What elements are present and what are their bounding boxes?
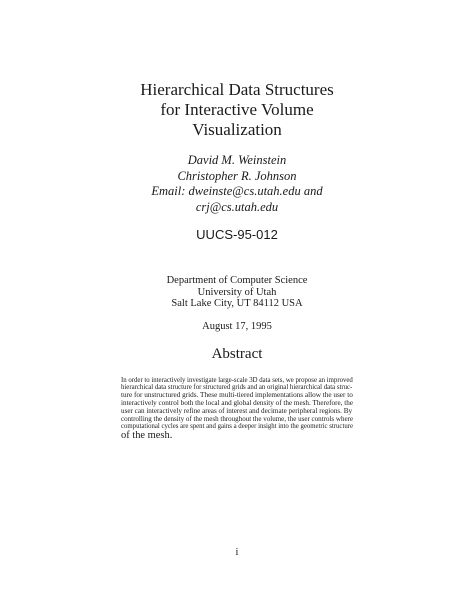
abstract-line: ture for unstructured grids. These multi-tiered implementations allow the user to — [121, 391, 353, 399]
affiliation-line-1: Department of Computer Science — [166, 275, 308, 286]
email-line-2: crj@cs.utah.edu — [195, 199, 279, 214]
abstract-heading: Abstract — [211, 346, 263, 362]
page-number: i — [235, 547, 239, 558]
abstract-line: of the mesh. — [121, 430, 173, 441]
abstract-line: computational cycles are spent and gains a deeper insight into the geometric structure — [121, 423, 353, 430]
abstract-line: In order to interactively investigate large-scale 3D data sets, we propose an improved — [121, 377, 353, 384]
author-block — [0, 153, 474, 215]
abstract-line: interactively control both the local and global density of the mesh. Therefore, the — [121, 399, 353, 407]
abstract-line: controlling the density of the mesh throughout the volume, the user controls where — [121, 415, 354, 423]
author-line-1: David M. Weinstein — [187, 153, 287, 167]
title-line-2: for Interactive Volume — [160, 100, 314, 119]
email-line-1: Email: dweinste@cs.utah.edu and — [151, 184, 323, 198]
title-line-3: Visualization — [192, 120, 282, 139]
abstract-body — [121, 377, 354, 441]
report-number: UUCS-95-012 — [196, 227, 278, 242]
abstract-line: user can interactively refine areas of interest and decimate peripheral regions. By — [121, 407, 353, 415]
paper-title — [0, 80, 474, 140]
abstract-line: hierarchical data structure for structured grids and an original hierarchical data struc- — [121, 384, 353, 391]
title-line-1: Hierarchical Data Structures — [140, 80, 334, 99]
publication-date: August 17, 1995 — [202, 321, 272, 332]
affiliation-block — [0, 275, 474, 310]
affiliation-line-2: University of Utah — [197, 286, 277, 298]
author-line-2: Christopher R. Johnson — [177, 168, 297, 183]
affiliation-line-3: Salt Lake City, UT 84112 USA — [171, 298, 303, 309]
